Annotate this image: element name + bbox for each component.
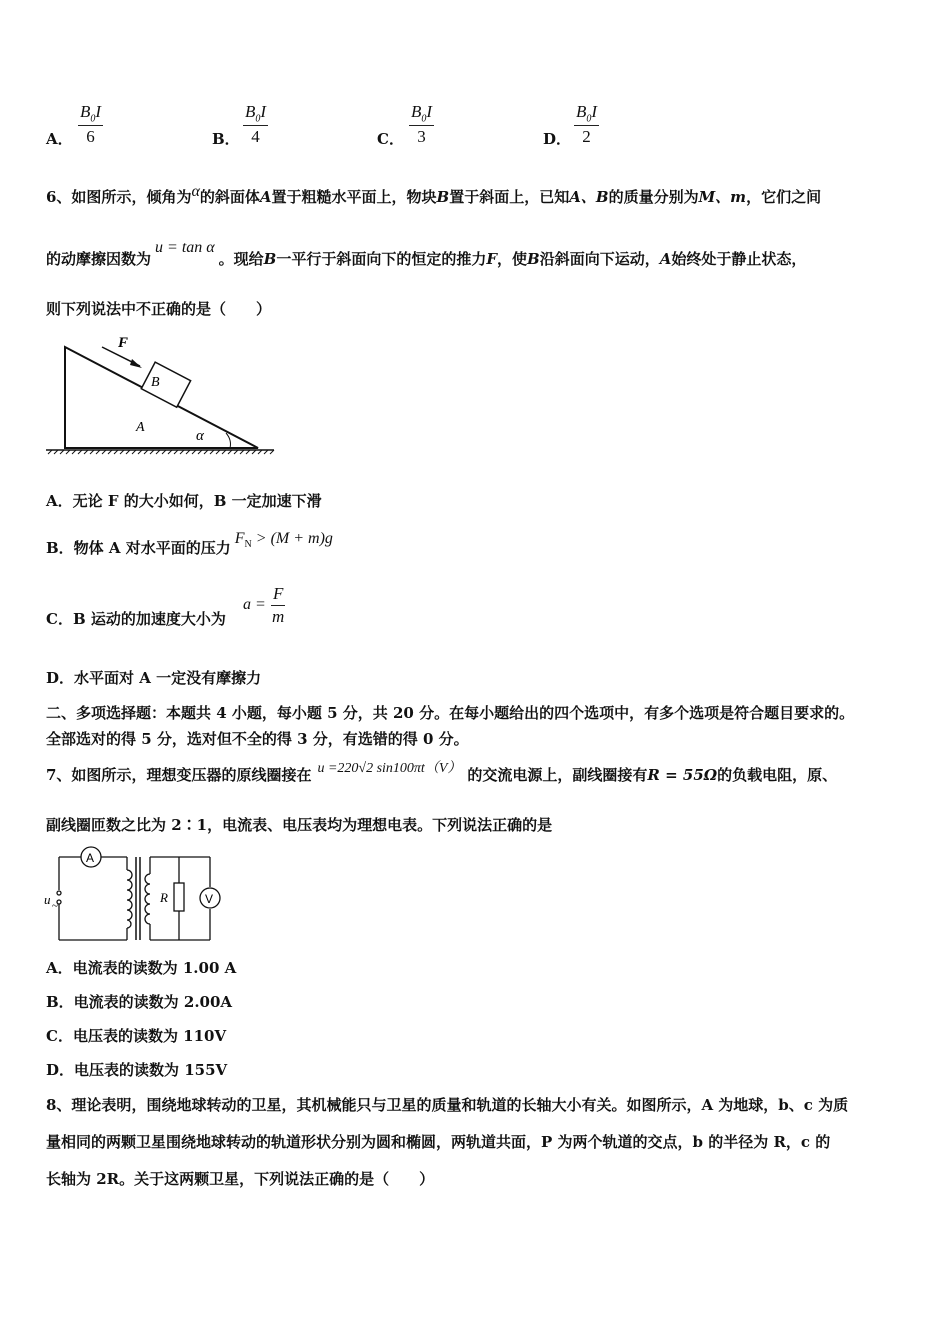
- q6-option-c-text: C．B 运动的加速度大小为: [46, 610, 226, 628]
- section2-line-2: 全部选对的得 5 分，选对但不全的得 3 分，有选错的得 0 分。: [46, 730, 469, 748]
- terminal-top: [57, 891, 61, 895]
- q6-var: A: [659, 250, 672, 268]
- q7-formula: u =220√2 sin100πt（V）: [317, 761, 462, 776]
- q6-option-c-fraction: [271, 584, 285, 627]
- q5-option-b-denominator: 4: [251, 127, 260, 147]
- q8-line-2: 量相同的两颗卫星围绕地球转动的轨道形状分别为圆和椭圆，两轨道共面，P 为两个轨道的交点，b 的半径为 R，c 的: [46, 1133, 831, 1151]
- q7-line-2: 副线圈匝数之比为 2∶1，电流表、电压表均为理想电表。下列说法正确的是: [46, 816, 553, 834]
- q6-incline-figure: [44, 332, 280, 458]
- q5-option-a-fraction: [78, 102, 103, 147]
- q6-option-d: D．水平面对 A 一定没有摩擦力: [46, 669, 262, 687]
- label-alpha: α: [196, 428, 204, 444]
- q7-text: 7、如图所示，理想变压器的原线圈接在: [46, 766, 312, 784]
- label-a: A: [136, 420, 145, 435]
- label-f: F: [118, 335, 129, 351]
- q6-text: 6、如图所示，倾角为: [46, 188, 192, 206]
- q8-line-3: 长轴为 2R。关于这两颗卫星，下列说法正确的是（ ）: [46, 1170, 435, 1188]
- ammeter-label: A: [86, 851, 95, 865]
- q6-text: 。现给: [218, 250, 264, 268]
- q6-option-c-numerator: F: [273, 584, 284, 603]
- block-b: [141, 362, 190, 407]
- resistor-label: R: [160, 890, 168, 905]
- q7-text: 的负载电阻，原、: [717, 766, 838, 784]
- q6-line-2: [46, 239, 807, 269]
- q6-mu-formula: u = tan α: [155, 239, 215, 256]
- q6-var: B: [527, 250, 540, 268]
- source-tilde: ~: [52, 900, 58, 912]
- fn-rest: > (M + m)g: [251, 530, 333, 547]
- q8-line-1: 8、理论表明，围绕地球转动的卫星，其机械能只与卫星的质量和轨道的长轴大小有关。如图所示，A 为地球，b、c 为质: [46, 1096, 849, 1114]
- q7-option-c: C．电压表的读数为 110V: [46, 1027, 227, 1045]
- q5-option-c-numerator: $B_0I$: [411, 102, 433, 125]
- secondary-coil: [145, 874, 150, 924]
- q6-option-c: [46, 608, 226, 629]
- q5-option-d-label: D．: [543, 130, 572, 148]
- q6-text: 的动摩擦因数为: [46, 250, 152, 268]
- q6-alpha: α: [191, 183, 200, 200]
- q5-option-d-denominator: 2: [582, 127, 591, 147]
- q6-var: M、m: [698, 188, 747, 206]
- q5-option-b-numerator: $B_0I$: [245, 102, 267, 125]
- q6-option-c-lhs: a =: [243, 596, 266, 613]
- q6-var: B: [436, 188, 450, 206]
- voltmeter-label: V: [205, 892, 214, 906]
- q6-line-3: 则下列说法中不正确的是（ ）: [46, 300, 272, 318]
- q7-text: 的交流电源上，副线圈接有: [467, 766, 648, 784]
- q5-option-b-fraction: [243, 102, 268, 147]
- q6-var: F: [486, 250, 498, 268]
- q6-var: A: [259, 188, 272, 206]
- q5-option-c-fraction: [409, 102, 434, 147]
- q7-option-a: A．电流表的读数为 1.00 A: [46, 959, 237, 977]
- q6-text: 的斜面体: [199, 188, 260, 206]
- q5-option-d-fraction: [574, 102, 599, 147]
- primary-coil: [127, 870, 132, 928]
- resistor: [174, 883, 184, 911]
- label-b: B: [151, 375, 160, 390]
- q7-line-1: [46, 761, 838, 785]
- q7-circuit-figure: [40, 844, 228, 944]
- angle-arc: [226, 433, 231, 448]
- q6-text: ，使: [497, 250, 528, 268]
- q6-text: 置于粗糙水平面上，物块: [271, 188, 437, 206]
- q6-var: B: [263, 250, 277, 268]
- section2-line-1: 二、多项选择题：本题共 4 小题，每小题 5 分，共 20 分。在每小题给出的四个选项中，有多个选项是符合题目要求的。: [46, 704, 855, 722]
- q5-option-b-label: B．: [212, 130, 240, 148]
- q6-option-c-denominator: m: [272, 607, 285, 626]
- q7-r-eq: R = 55Ω: [647, 766, 718, 784]
- q6-text: 置于斜面上，已知: [449, 188, 570, 206]
- q6-text: 一平行于斜面向下的恒定的推力: [276, 250, 487, 268]
- fn-symbol: F: [234, 530, 245, 547]
- source-label: u: [44, 892, 51, 907]
- q6-option-b: [46, 530, 333, 560]
- q6-option-b-text: B．物体 A 对水平面的压力: [46, 539, 231, 557]
- q5-option-c-label: C．: [377, 130, 404, 148]
- q6-text: 始终处于静止状态，: [671, 250, 807, 268]
- q6-text: 的质量分别为: [608, 188, 699, 206]
- q6-line-1: [46, 183, 822, 207]
- q5-option-a-denominator: 6: [86, 127, 95, 147]
- q5-option-a-label: A．: [46, 130, 73, 148]
- force-arrow-head: [130, 359, 142, 368]
- q6-var: A、B: [569, 188, 609, 206]
- q7-option-d: D．电压表的读数为 155V: [46, 1061, 228, 1079]
- q5-option-c-denominator: 3: [417, 127, 426, 147]
- q6-text: 沿斜面向下运动，: [539, 250, 660, 268]
- q7-option-b: B．电流表的读数为 2.00A: [46, 993, 233, 1011]
- q6-option-a: A．无论 F 的大小如何，B 一定加速下滑: [46, 492, 322, 510]
- fn-subscript: N: [244, 539, 252, 551]
- q5-option-d-numerator: $B_0I$: [576, 102, 598, 125]
- q6-text: ，它们之间: [746, 188, 822, 206]
- q5-option-a-numerator: $B_0I$: [80, 102, 102, 125]
- q6-option-b-formula: [234, 530, 333, 551]
